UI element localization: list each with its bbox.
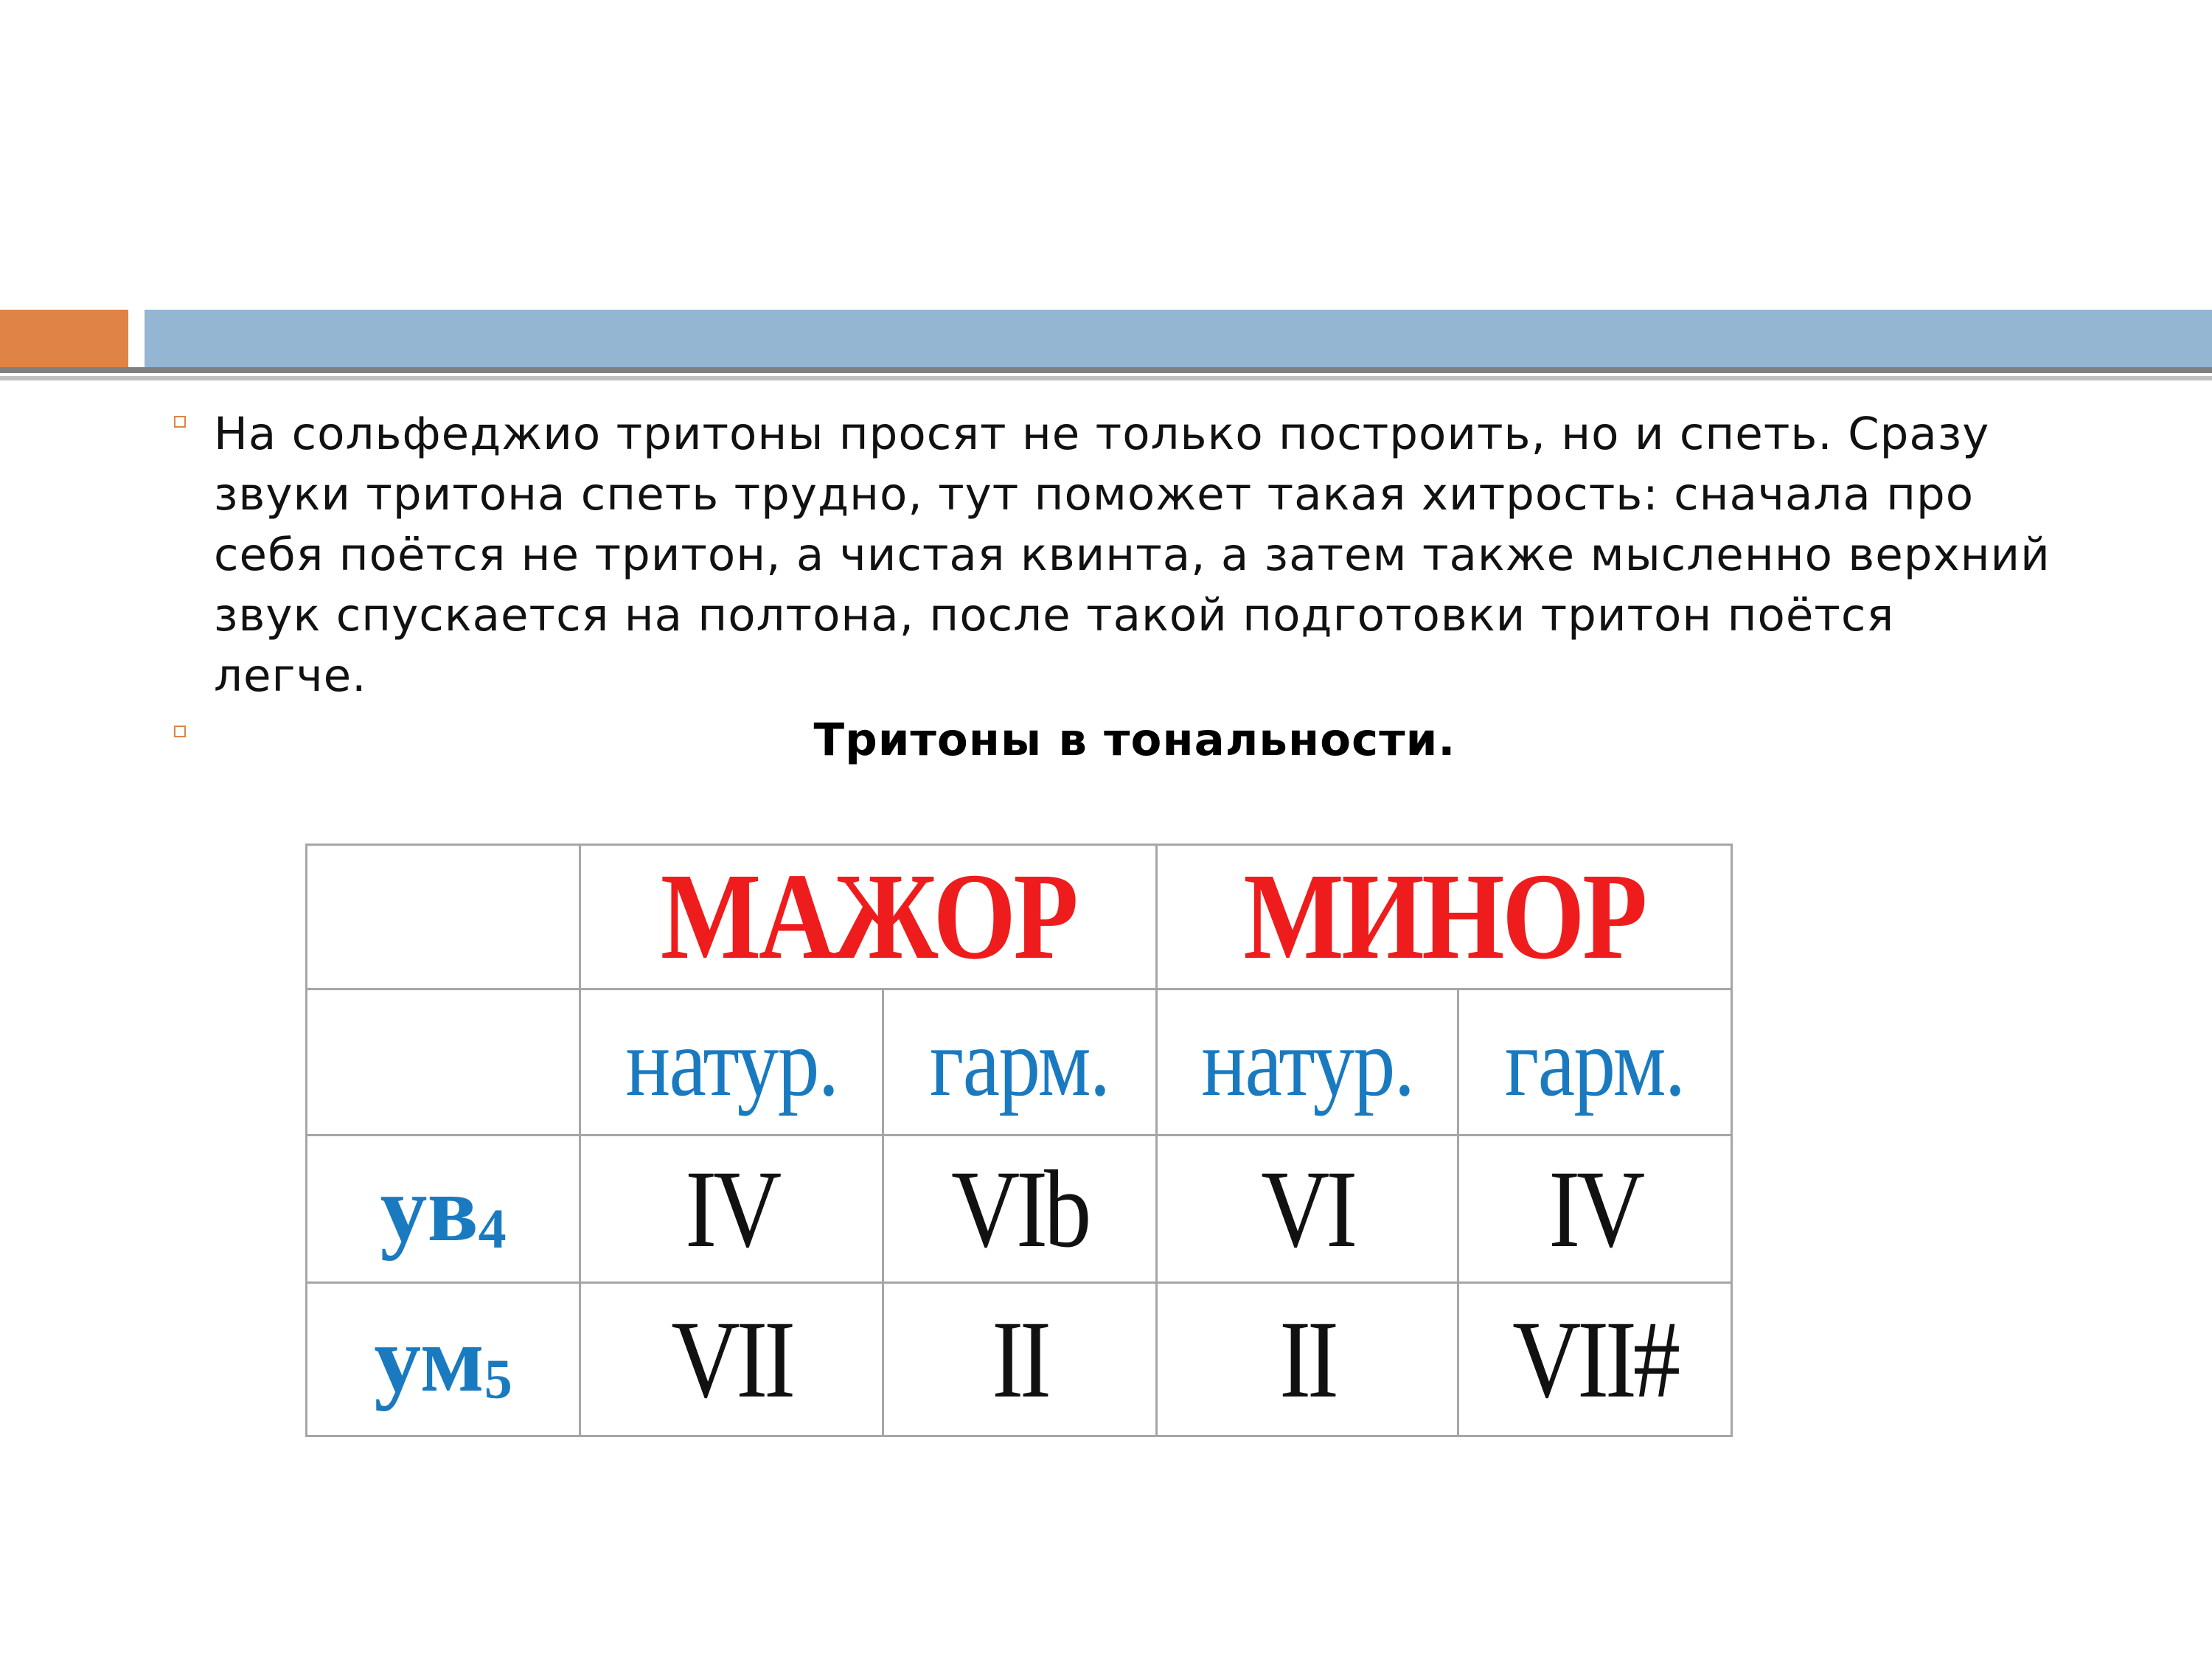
interval-label: $ув_4$ xyxy=(380,1156,507,1261)
interval-cell xyxy=(307,1283,580,1436)
table-row xyxy=(307,1283,1732,1436)
mode-header-major xyxy=(580,845,1157,990)
bullet-item-2 xyxy=(168,714,2056,780)
interval-label: $ум_5$ xyxy=(374,1307,512,1411)
square-bullet-icon xyxy=(174,726,186,737)
subheader-cell: гарм. xyxy=(883,990,1157,1135)
degree-cell: VIb xyxy=(883,1135,1157,1283)
subheader-cell: натур. xyxy=(1157,990,1458,1135)
square-bullet-icon xyxy=(174,416,186,428)
degree-cell: II xyxy=(1157,1283,1458,1436)
table-row-modes xyxy=(307,845,1732,990)
tritones-table xyxy=(305,844,1733,1437)
degree-cell: IV xyxy=(1458,1135,1732,1283)
subheader-cell: гарм. xyxy=(1458,990,1732,1135)
divider-line-dark xyxy=(0,367,2212,373)
degree-cell: VII# xyxy=(1458,1283,1732,1436)
degree-cell: IV xyxy=(580,1135,883,1283)
bullet-text: На сольфеджио тритоны просят не только построить, но и спеть. Сразу звуки тритона спеть трудно, тут поможет такая хитрость: сначала про себя поётся не тритон, а чистая квинта, а затем также мысленно верхний звук спускается на полтона, после такой подготовки тритон поётся легче. xyxy=(214,408,2051,702)
mode-header-minor xyxy=(1157,845,1732,990)
subheader-cell: натур. xyxy=(580,990,883,1135)
degree-cell: VII xyxy=(580,1283,883,1436)
table-row xyxy=(307,1135,1732,1283)
table-empty-cell xyxy=(307,990,580,1135)
degree-cell: II xyxy=(883,1283,1157,1436)
mode-label: МИНОР xyxy=(1243,848,1645,985)
mode-label: МАЖОР xyxy=(660,848,1077,985)
table-row-subheaders xyxy=(307,990,1732,1135)
table-corner-cell xyxy=(307,845,580,990)
accent-bar-orange xyxy=(0,310,128,367)
accent-bar-blue xyxy=(145,310,2212,367)
degree-cell: VI xyxy=(1157,1135,1458,1283)
slide-content xyxy=(168,404,2056,780)
table-heading: Тритоны в тональности. xyxy=(813,714,1456,766)
interval-cell xyxy=(307,1135,580,1283)
bullet-item-1 xyxy=(168,404,2056,706)
divider-line-light xyxy=(0,376,2212,380)
